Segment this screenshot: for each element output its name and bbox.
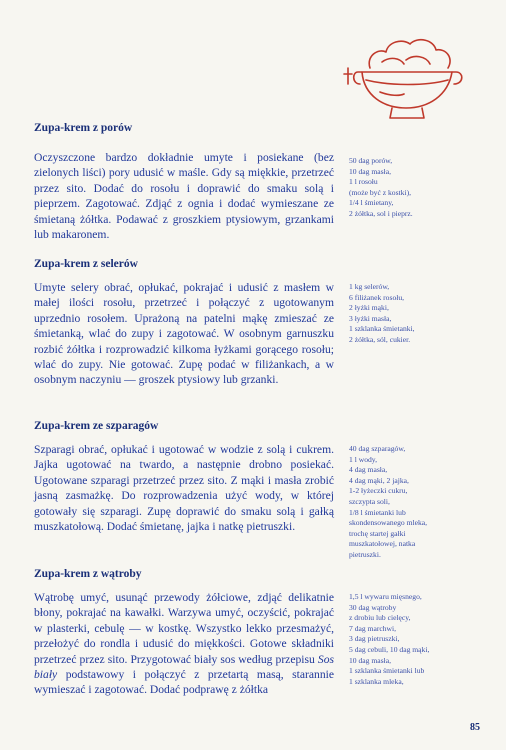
page-number: 85 <box>470 722 480 733</box>
recipe-section-liver <box>34 568 492 697</box>
ingredient-item: 2 żółtka, sol i pieprz. <box>349 208 413 218</box>
ingredient-item: 4 dag masła, <box>349 465 388 475</box>
ingredient-item: 1 szklanka śmietanki, <box>349 324 415 334</box>
ingredient-item: 1/4 l śmietany, <box>349 198 394 208</box>
recipe-section-celery <box>34 258 492 387</box>
recipe-title: Zupa-krem z porów <box>34 122 133 134</box>
ingredient-item: 4 dag mąki, 2 jajka, <box>349 475 409 485</box>
ingredient-item: 1 l wody, <box>349 454 377 464</box>
ingredient-item: 1 l rosołu <box>349 177 378 187</box>
recipe-text-part: podstawowy i połączyć z przetartą masą, starannie wymieszać i zagotować. Dodać podprawę z żółtka <box>34 668 334 697</box>
ingredient-item: 1,5 l wywaru mięsnego, <box>349 592 422 601</box>
ingredient-item: 7 dag marchwi, <box>349 623 397 633</box>
recipe-instructions <box>34 442 334 534</box>
ingredient-list <box>349 592 479 687</box>
ingredient-item: 3 łyżki masła, <box>349 313 392 323</box>
recipe-title: Zupa-krem ze szparagów <box>34 420 159 432</box>
recipe-text: Umyte selery obrać, opłukać, pokrajać i udusić z masłem w małej ilości rosołu, przetrzeć i połączyć z ugotowanym uprzednio rosołem. Uprażoną na patelni mąkę zmieszać ze śmietanką, wlać do zupy i zagotować. W osobnym garnuszku rozbić żółtka i rozprowadzić kilkoma łyżkami gorącego rosołu; wlać do zupy. Nie gotować. Zupę podać w filiżankach, a w osobnym naczyniu — groszek ptysiowy lub grzanki. <box>34 281 334 387</box>
recipe-title: Zupa-krem z selerów <box>34 258 138 270</box>
ingredient-list <box>349 156 479 220</box>
recipe-text: Szparagi obrać, opłukać i ugotować w wodzie z solą i cukrem. Jajka ugotować na twardo, a następnie drobno posiekać. Ugotowane szparagi przetrzeć przez sito. Z mąki i masła zrobić jasną zasmażkę. Do rozprowadzenia użyć wody, w której gotowały się szparagi. Zupę doprawić do smaku solą i gałką muszkatołową. Dodać śmietanę, jajka i natkę pietruszki. <box>34 443 334 534</box>
ingredient-item: 3 dag pietruszki, <box>349 634 400 644</box>
ingredient-item: 5 dag cebuli, 10 dag mąki, <box>349 644 430 654</box>
recipe-instructions <box>34 590 334 698</box>
ingredient-item: 10 dag masła, <box>349 655 391 665</box>
ingredient-item: 2 żółtka, sól, cukier. <box>349 334 411 344</box>
ingredient-item: 50 dag porów, <box>349 156 393 165</box>
ingredient-list <box>349 444 479 561</box>
ingredient-item: 1 kg selerów, <box>349 282 390 291</box>
recipe-section-leek <box>34 122 492 242</box>
ingredient-item: 1-2 łyżeczki cukru, <box>349 486 408 496</box>
soup-tureen-icon <box>340 22 472 130</box>
ingredient-item: szczypta soli, <box>349 496 390 506</box>
ingredient-item: 40 dag szparagów, <box>349 444 406 453</box>
ingredient-item: 1 szklanka śmietanki lub <box>349 666 425 676</box>
ingredient-item: skondensowanego mleka, <box>349 518 428 528</box>
recipe-title: Zupa-krem z wątroby <box>34 568 142 580</box>
ingredient-item: 30 dag wątroby <box>349 602 397 612</box>
ingredient-item: muszkatołowej, natka <box>349 539 416 549</box>
recipe-text-part: Wątrobę umyć, usunąć przewody żółciowe, zdjąć delikatnie błony, pokrajać na kawałki. Warzywa umyć, oczyścić, pokrajać w plasterki, cebulę — w kostkę. Wszystko lekko przesmażyć, przełożyć do rondla i udusić do miękkości. Gotowe składniki przetrzeć przez sito. Przygotować biały sos według przepisu <box>34 591 334 666</box>
ingredient-item: 1 szklanka mleka, <box>349 676 404 686</box>
recipe-section-asparagus <box>34 420 492 559</box>
ingredient-item: 2 łyżki mąki, <box>349 303 389 313</box>
ingredient-item: 10 dag masła, <box>349 166 391 176</box>
recipe-reference: Sos biały <box>34 652 334 682</box>
ingredient-item: z drobiu lub cielęcy, <box>349 613 411 623</box>
ingredient-item: 1/8 l śmietanki lub <box>349 507 406 517</box>
recipe-text: Oczyszczone bardzo dokładnie umyte i posiekane (bez zielonych liści) pory udusić w maśle. Gdy są miękkie, przetrzeć przez sito. Dodać do rosołu i doprawić do smaku solą i pieprzem. Zagotować. Zdjąć z ognia i dodać wymieszane ze śmietaną żółtka. Podawać z groszkiem ptysiowym, grzankami lub makaronem. <box>34 151 334 242</box>
recipe-instructions <box>34 150 334 242</box>
ingredient-item: pietruszki. <box>349 549 381 559</box>
ingredient-list <box>349 282 479 346</box>
recipe-instructions <box>34 280 334 388</box>
ingredient-item: 6 filiżanek rosołu, <box>349 292 405 302</box>
recipe-text <box>34 590 334 698</box>
ingredient-item: trochę startej gałki <box>349 528 406 538</box>
ingredient-item: (może być z kostki), <box>349 187 411 197</box>
